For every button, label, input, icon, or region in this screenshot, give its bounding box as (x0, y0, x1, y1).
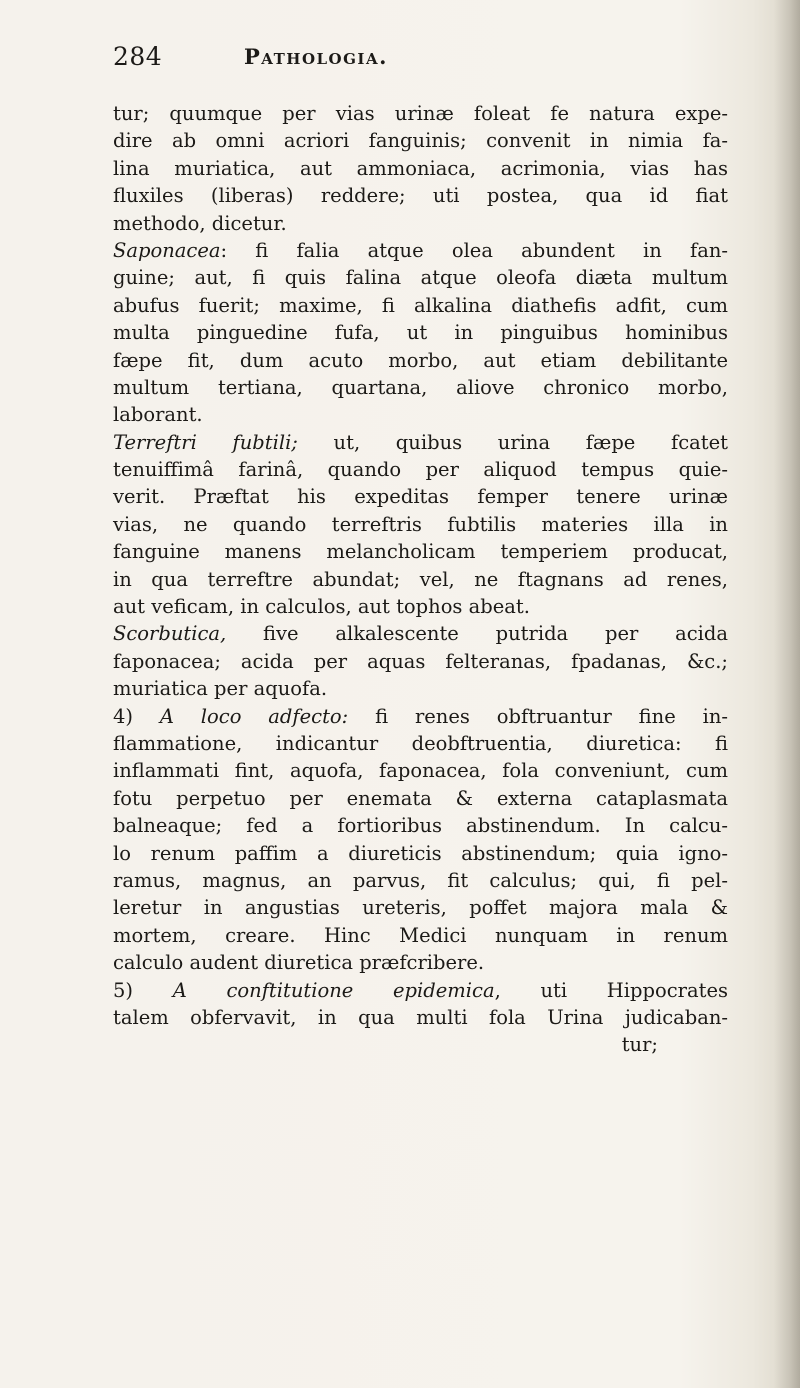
text-segment: tur; (621, 1033, 658, 1057)
text-line (113, 155, 728, 182)
text-segment: dire ab omni acriori fanguinis; convenit in nimia fa- (113, 129, 728, 153)
text-line (113, 100, 728, 127)
text-line (113, 1004, 728, 1031)
text-line (113, 374, 728, 401)
text-segment: 5) (113, 978, 173, 1002)
text-line (113, 483, 728, 510)
text-segment: aut veficam, in calculos, aut tophos abeat. (113, 595, 530, 619)
text-line (113, 566, 728, 593)
text-segment: lina muriatica, aut ammoniaca, acrimonia, vias has (113, 156, 728, 180)
page-edge-shadow (774, 0, 800, 1388)
text-line (113, 922, 728, 949)
text-segment: tur; quumque per vias urinæ foleat fe natura expe- (113, 102, 728, 125)
body-text (113, 100, 728, 1059)
text-line (113, 949, 728, 976)
text-line (113, 675, 728, 702)
text-segment: fotu perpetuo per enemata & externa cataplasmata (113, 786, 728, 810)
text-line (113, 894, 728, 921)
text-segment: talem obfervavit, in qua multi fola Urina judicaban- (113, 1005, 728, 1029)
italic-text: A loco adfecto: (159, 704, 349, 728)
text-segment: fluxiles (liberas) reddere; uti postea, qua id fiat (113, 184, 728, 208)
text-line (113, 538, 728, 565)
text-segment: guine; aut, fi quis falina atque oleofa diæta multum (113, 266, 728, 290)
text-line (113, 867, 728, 894)
text-segment: fanguine manens melancholicam temperiem producat, (113, 540, 728, 564)
text-segment: muriatica per aquofa. (113, 677, 328, 701)
text-line (113, 593, 728, 620)
text-segment: ramus, magnus, an parvus, fit calculus; qui, fi pel- (113, 868, 728, 892)
text-line (113, 757, 728, 784)
text-segment: leretur in angustias ureteris, poffet majora mala & (113, 896, 728, 920)
text-line (113, 620, 728, 647)
text-segment: fæpe fit, dum acuto morbo, aut etiam debilitante (113, 348, 728, 372)
text-segment: 4) (113, 704, 160, 728)
text-segment: abufus fuerit; maxime, fi alkalina diathefis adfit, cum (113, 293, 728, 317)
text-segment: methodo, dicetur. (113, 211, 287, 235)
text-segment: fi renes obftruantur fine in- (348, 704, 728, 728)
text-segment: lo renum paffim a diureticis abstinendum; quia igno- (113, 841, 728, 865)
text-segment: mortem, creare. Hinc Medici nunquam in renum (113, 923, 728, 947)
text-line (113, 456, 728, 483)
text-line (113, 730, 728, 757)
text-line (113, 1031, 728, 1058)
text-segment: flammatione, indicantur deobftruentia, diuretica: fi (113, 731, 728, 755)
text-line (113, 840, 728, 867)
text-line (113, 703, 728, 730)
text-line (113, 401, 728, 428)
text-segment: in qua terreftre abundat; vel, ne ftagnans ad renes, (113, 567, 728, 591)
text-line (113, 292, 728, 319)
text-segment: verit. Præftat his expeditas femper tenere urinæ (113, 485, 728, 509)
italic-text: A conftitutione epidemica (172, 978, 495, 1002)
text-line (113, 812, 728, 839)
page-header (113, 42, 733, 82)
text-segment: : fi falia atque olea abundent in fan- (220, 238, 728, 262)
text-line (113, 429, 728, 456)
text-segment: multa pinguedine fufa, ut in pinguibus hominibus (113, 321, 728, 345)
text-line (113, 648, 728, 675)
text-line (113, 785, 728, 812)
text-line (113, 977, 728, 1004)
text-line (113, 127, 728, 154)
text-segment: laborant. (113, 403, 203, 427)
text-line (113, 210, 728, 237)
italic-text: Terreftri fubtili; (113, 430, 298, 454)
text-segment: ut, quibus urina fæpe fcatet (297, 430, 728, 454)
text-line (113, 347, 728, 374)
text-line (113, 511, 728, 538)
text-segment: , uti Hippocrates (494, 978, 728, 1002)
text-line (113, 319, 728, 346)
text-segment: inflammati fint, aquofa, faponacea, fola conveniunt, cum (113, 759, 728, 783)
italic-text: Scorbutica, (113, 622, 227, 646)
text-segment: faponacea; acida per aquas felteranas, fpadanas, &c.; (113, 649, 728, 673)
text-line (113, 237, 728, 264)
page-number: 284 (113, 42, 163, 71)
text-line (113, 182, 728, 209)
text-segment: multum tertiana, quartana, aliove chronico morbo, (113, 375, 728, 399)
text-segment: vias, ne quando terreftris fubtilis materies illa in (113, 512, 728, 536)
text-line (113, 264, 728, 291)
text-segment: balneaque; fed a fortioribus abstinendum. In calcu- (113, 814, 728, 838)
running-title: Pathologia. (244, 44, 388, 69)
text-segment: calculo audent diuretica præfcribere. (113, 951, 485, 975)
italic-text: Saponacea (113, 238, 221, 262)
text-segment: tenuiffimâ farinâ, quando per aliquod tempus quie- (113, 458, 728, 482)
text-segment: five alkalescente putrida per acida (226, 622, 728, 646)
